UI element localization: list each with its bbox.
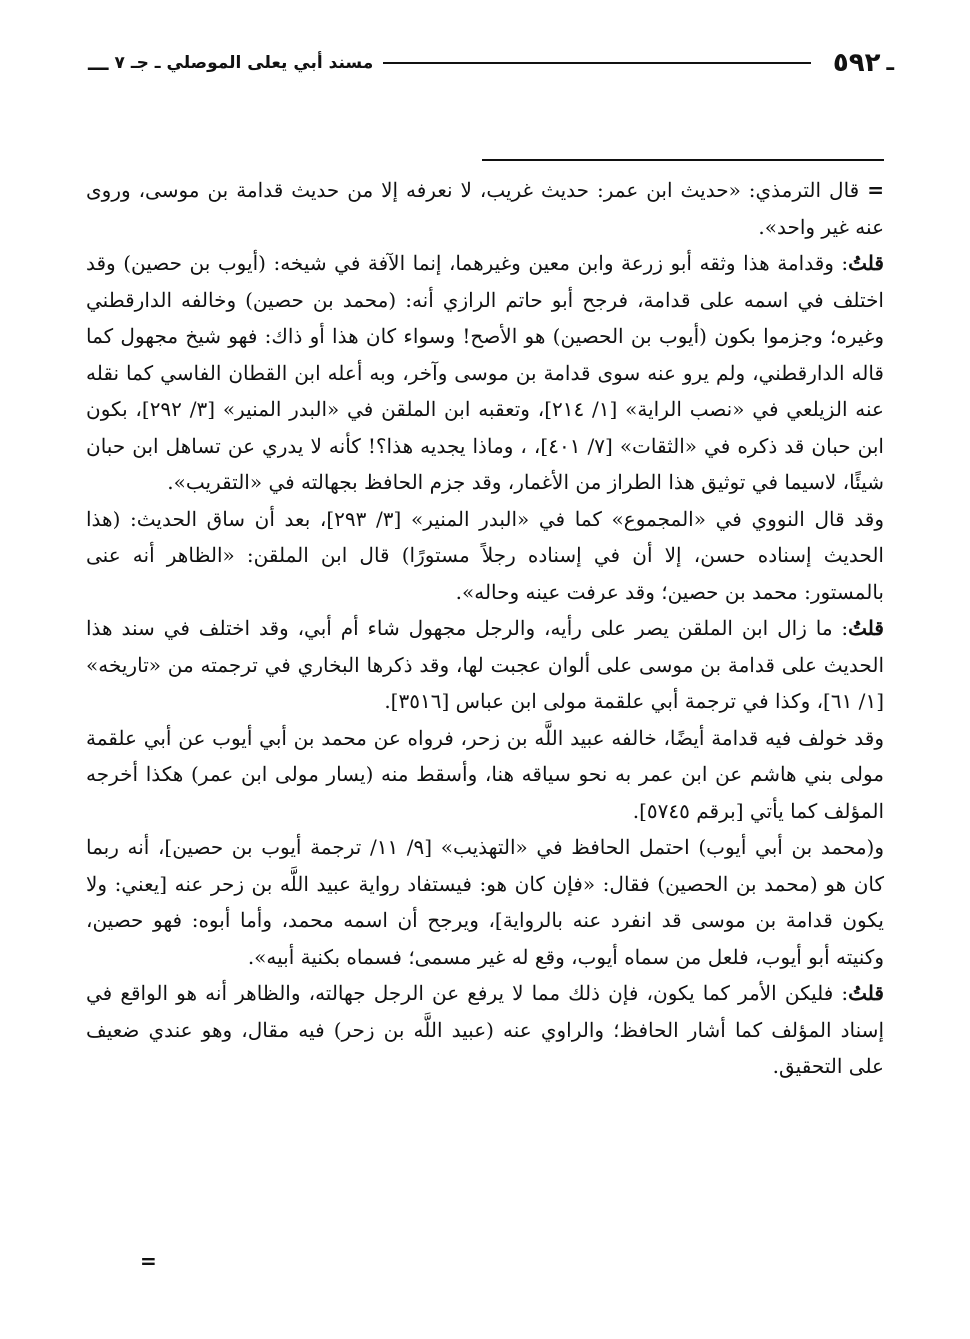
footnote-paragraph bbox=[86, 245, 884, 501]
paragraph-text: وقد قال النووي في «المجموع» كما في «البدر المنير» [٣/ ٢٩٣]، بعد أن ساق الحديث: (هذا الحديث إسناده حسن، إلا أن في إسناده رجلاً مستورًا) قال ابن الملقن: «الظاهر أنه عنى بالمستور: محمد بن حصين؛ وقد عرفت عينه وحاله». bbox=[86, 506, 884, 604]
paragraph-label: قلتُ bbox=[848, 251, 884, 275]
footnote-paragraph bbox=[86, 829, 884, 975]
page-number: ٥٩٢ bbox=[832, 48, 881, 78]
end-continuation-marker: = bbox=[140, 1249, 157, 1273]
paragraph-text: وقد خولف فيه قدامة أيضًا، خالفه عبيد اللَّه بن زحر، فرواه عن محمد بن أبي أيوب عن أبي علقمة مولى بني هاشم عن ابن عمر به نحو سياقه هنا، وأسقط منه (يسار مولى ابن عمر) هكذا أخرجه المؤلف كما يأتي [برقم ٥٧٤٥]. bbox=[86, 725, 884, 823]
paragraph-text: : وقدامة هذا وثقه أبو زرعة وابن معين وغيرهما، إنما الآفة في شيخه: (أيوب بن حصين) وقد اختلف في اسمه على قدامة، فرجح أبو حاتم الرازي أنه: (محمد بن حصين) وخالفه الدارقطني وغيره؛ وجزموا بكون (أيوب بن الحصين) هو الأصح! وسواء كان هذا أو ذاك: فهو شيخ مجهول كما قاله الدارقطني، ولم يرو عنه سوى قدامة بن موسى وآخر، وبه أعله ابن القطان الفاسي كما نقله عنه الزيلعي في «نصب الراية» [١/ ٢١٤]، وتعقبه ابن الملقن في «البدر المنير» [٣/ ٢٩٢]، بكون ابن حبان قد ذكره في «الثقات» [٧/ ٤٠١]، ، وماذا يجديه هذا؟! كأنه لا يدري عن تساهل ابن حبان شيئًا، لاسيما في توثيق هذا الطراز من الأغمار، وقد جزم الحافظ بجهالته في «التقريب». bbox=[86, 251, 884, 494]
footnote-paragraph bbox=[86, 975, 884, 1085]
header-dash: ـ bbox=[886, 50, 894, 76]
running-header bbox=[88, 48, 894, 78]
paragraph-text: : ما زال ابن الملقن يصر على رأيه، والرجل مجهول شاء أم أبي، وقد اختلف في سند هذا الحديث على قدامة بن موسى على ألوان عجبت لها، وقد ذكرها البخاري في ترجمته من «تاريخه» [١/ ٦١]، وكذا في ترجمة أبي علقمة مولى ابن عباس [٣٥١٦]. bbox=[86, 616, 884, 713]
paragraph-label: قلتُ bbox=[848, 616, 884, 640]
paragraph-text: و(محمد بن أبي أيوب) احتمل الحافظ في «التهذيب» [٩/ ١١/ ترجمة أيوب بن حصين]، أنه ربما كان هو (محمد بن الحصين) فقال: «فإن كان هو: فيستفاد رواية عبيد اللَّه بن زحر عنه [يعني: ولا يكون قدامة بن موسى قد انفرد عنه بالرواية]، ويرجح أن اسمه محمد، وأما أبوه: فهو حصين، وكنيته أبو أيوب، فلعل من سماه أيوب، وقع له غير مسمى؛ فسماه بكنية أبيه». bbox=[86, 835, 885, 969]
footnote-separator bbox=[482, 159, 884, 161]
footnote-paragraph bbox=[86, 172, 884, 245]
header-trailing-dash: ـــ bbox=[88, 51, 109, 75]
paragraph-text: قال الترمذي: «حديث ابن عمر: حديث غريب، لا نعرفه إلا من حديث قدامة بن موسى، وروى عنه غير واحد». bbox=[86, 178, 884, 239]
footnote-body bbox=[86, 172, 884, 1085]
footnote-paragraph bbox=[86, 501, 884, 611]
header-rule bbox=[383, 62, 811, 64]
continuation-marker: = bbox=[867, 178, 884, 202]
paragraph-label: قلتُ bbox=[848, 981, 884, 1005]
footnote-paragraph bbox=[86, 720, 884, 830]
paragraph-text: : فليكن الأمر كما يكون، فإن ذلك مما لا يرفع عن الرجل جهالته، والظاهر أنه هو الواقع في إسناد المؤلف كما أشار الحافظ؛ والراوي عنه (عبيد اللَّه بن زحر) فيه مقال، وهو عندي ضعيف على التحقيق. bbox=[86, 981, 884, 1078]
book-title: مسند أبي يعلى الموصلي ـ جـ ٧ bbox=[114, 53, 374, 73]
footnote-paragraph bbox=[86, 610, 884, 720]
